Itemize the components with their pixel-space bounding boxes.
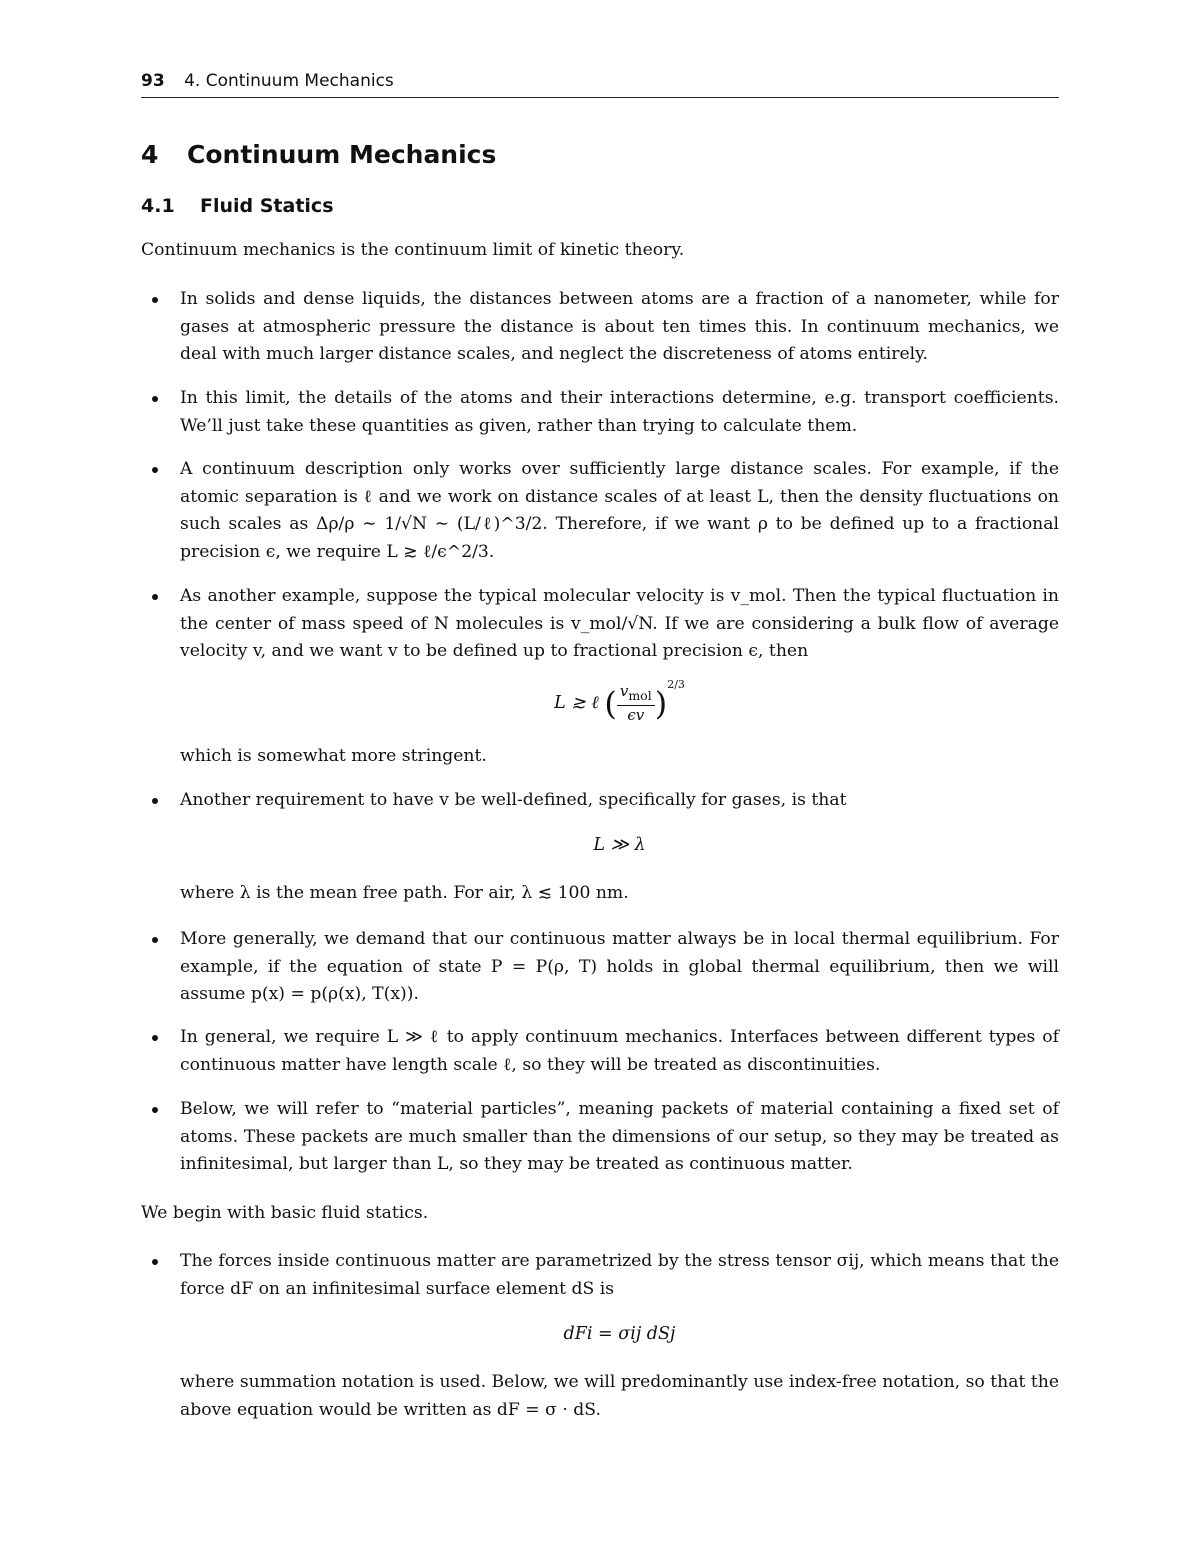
fraction-denominator: ϵv [627, 706, 645, 724]
bullet-icon [152, 1107, 158, 1113]
list-item [141, 456, 1059, 566]
equation-followup: where summation notation is used. Below, we will predominantly use index-free notation, so that the above equation would be written as dF = σ · dS. [180, 1372, 1059, 1420]
bullet-icon [152, 1035, 158, 1041]
subsection-heading [141, 195, 334, 217]
page-number: 93 [141, 71, 165, 91]
equation-followup: where λ is the mean free path. For air, λ ≲ 100 nm. [180, 883, 629, 903]
equation-lhs: L ≳ ℓ [554, 693, 599, 713]
bullet-text: In solids and dense liquids, the distances between atoms are a fraction of a nanometer, while for gases at atmospheric pressure the distance is about ten times this. In continuum mechanics, we deal with much larger distance scales, and neglect the discreteness of atoms entirely. [180, 289, 1059, 364]
bullet-text: In this limit, the details of the atoms and their interactions determine, e.g. transport coefficients. We’ll just take these quantities as given, rather than trying to calculate them. [180, 388, 1059, 436]
subsection-title: Fluid Statics [200, 195, 334, 217]
bullet-icon [152, 297, 158, 303]
equation-fraction [617, 682, 655, 725]
bullet-icon [152, 467, 158, 473]
bullet-text: Another requirement to have v be well-defined, specifically for gases, is that [180, 790, 847, 810]
list-item [141, 583, 1059, 666]
list-item [141, 1024, 1059, 1079]
list-item [141, 926, 1059, 1009]
bullet-icon [152, 1259, 158, 1265]
equation-length-bound: L ≳ ℓ ( $\frac{v_{mol}}{\epsilon v}$ )$^{2/3}$ [554, 678, 685, 724]
intro-paragraph: Continuum mechanics is the continuum limit of kinetic theory. [141, 240, 685, 260]
equation-followup: which is somewhat more stringent. [180, 746, 487, 766]
bullet-icon [152, 594, 158, 600]
list-item [141, 385, 1059, 440]
section-title: Continuum Mechanics [187, 140, 497, 169]
bullet-text: The forces inside continuous matter are parametrized by the stress tensor σij, which means that the force dF on an infinitesimal surface element dS is [180, 1251, 1059, 1299]
subsection-number: 4.1 [141, 195, 175, 217]
list-item [141, 1248, 1059, 1303]
running-title: 4. Continuum Mechanics [184, 71, 394, 91]
list-item [141, 286, 1059, 369]
equation-mean-free-path: L ≫ λ [593, 835, 646, 855]
section-heading [141, 140, 496, 169]
bullet-icon [152, 396, 158, 402]
list-item [141, 787, 1059, 815]
bullet-text: In general, we require L ≫ ℓ to apply continuum mechanics. Interfaces between different types of continuous matter have length scale ℓ, so they will be treated as discontinuities. [180, 1027, 1059, 1075]
equation-exponent: 2/3 [667, 678, 685, 691]
bullet-icon [152, 937, 158, 943]
bullet-text: More generally, we demand that our continuous matter always be in local thermal equilibrium. For example, if the equation of state P = P(ρ, T) holds in global thermal equilibrium, then we will assume p(x) = p(ρ(x), T(x)). [180, 929, 1059, 1004]
bullet-text: A continuum description only works over sufficiently large distance scales. For example, if the atomic separation is ℓ and we work on distance scales of at least L, then the density fluctuations on such scales as Δρ/ρ ∼ 1/√N ∼ (L/ℓ)^3/2. Therefore, if we want ρ to be defined up to a fractional precision ϵ, we require L ≳ ℓ/ϵ^2/3. [180, 459, 1059, 562]
bullet-text: Below, we will refer to “material particles”, meaning packets of material containing a fixed set of atoms. These packets are much smaller than the dimensions of our setup, so they may be treated as infinitesimal, but larger than L, so they may be treated as continuous matter. [180, 1099, 1059, 1174]
fraction-numerator: v [619, 682, 629, 700]
bullet-text: As another example, suppose the typical molecular velocity is v_mol. Then the typical fluctuation in the center of mass speed of N molecules is v_mol/√N. If we are considering a bulk flow of average velocity v, and we want v to be defined up to fractional precision ϵ, then [180, 586, 1059, 661]
fraction-numerator-subscript: mol [628, 688, 652, 703]
running-header [141, 71, 1059, 98]
bullet-icon [152, 798, 158, 804]
section-number: 4 [141, 140, 159, 169]
list-item [141, 1096, 1059, 1179]
transition-paragraph: We begin with basic fluid statics. [141, 1203, 429, 1223]
equation-stress-force: dFi = σij dSj [563, 1324, 676, 1344]
